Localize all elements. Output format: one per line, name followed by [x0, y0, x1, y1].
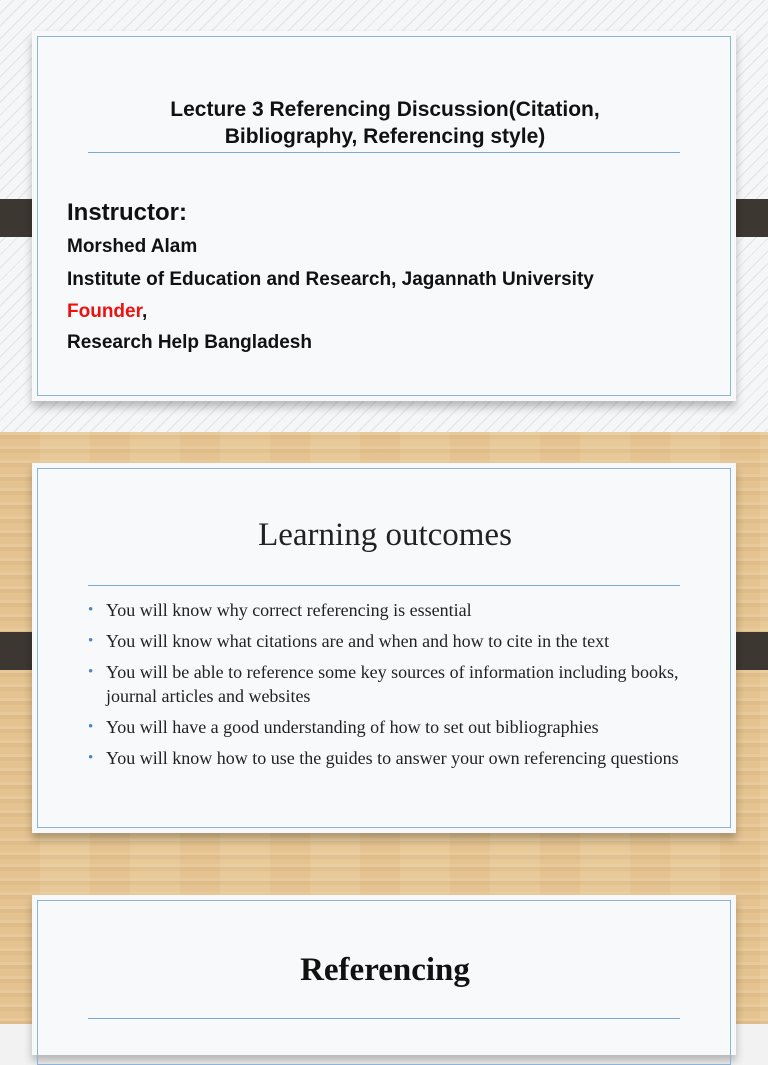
bullet-dot-icon: •: [88, 719, 94, 735]
instructor-institute: Institute of Education and Research, Jagannath University: [67, 269, 594, 290]
founder-comma: ,: [141, 301, 148, 322]
bullet-dot-icon: •: [88, 602, 94, 618]
slide-3-title-rule: [88, 1018, 680, 1019]
list-item-text: You will have a good understanding of how to set out bibliographies: [106, 717, 599, 737]
list-item-text: You will know how to use the guides to answer your own referencing questions: [106, 748, 679, 768]
list-item-text: You will know what citations are and when and how to cite in the text: [106, 631, 610, 651]
list-item: [88, 629, 688, 653]
list-item: [88, 660, 688, 708]
slide-1-title-line2: Bibliography, Referencing style): [224, 125, 546, 148]
list-item: [88, 715, 688, 739]
bullet-dot-icon: •: [88, 633, 94, 649]
founder-line: [67, 301, 147, 323]
bullet-dot-icon: •: [88, 750, 94, 766]
list-item-text: You will be able to reference some key sources of information including books, journal articles and websites: [106, 662, 679, 706]
list-item: [88, 746, 688, 770]
instructor-label: Instructor:: [67, 199, 187, 226]
slide-2-title-rule: [88, 585, 680, 586]
slide-2-title: Learning outcomes: [258, 517, 512, 553]
organization-name: Research Help Bangladesh: [67, 332, 312, 353]
slide-1-title-rule: [88, 152, 680, 153]
slide-3-title: Referencing: [300, 952, 470, 988]
founder-label: Founder: [67, 301, 142, 322]
bullet-dot-icon: •: [88, 664, 94, 680]
instructor-name: Morshed Alam: [67, 236, 198, 257]
list-item: [88, 598, 688, 622]
slide-1-title-line1: Lecture 3 Referencing Discussion(Citation,: [170, 98, 600, 121]
slide-1-title: [60, 96, 710, 150]
list-item-text: You will know why correct referencing is essential: [106, 600, 472, 620]
learning-outcomes-list: [88, 598, 688, 777]
